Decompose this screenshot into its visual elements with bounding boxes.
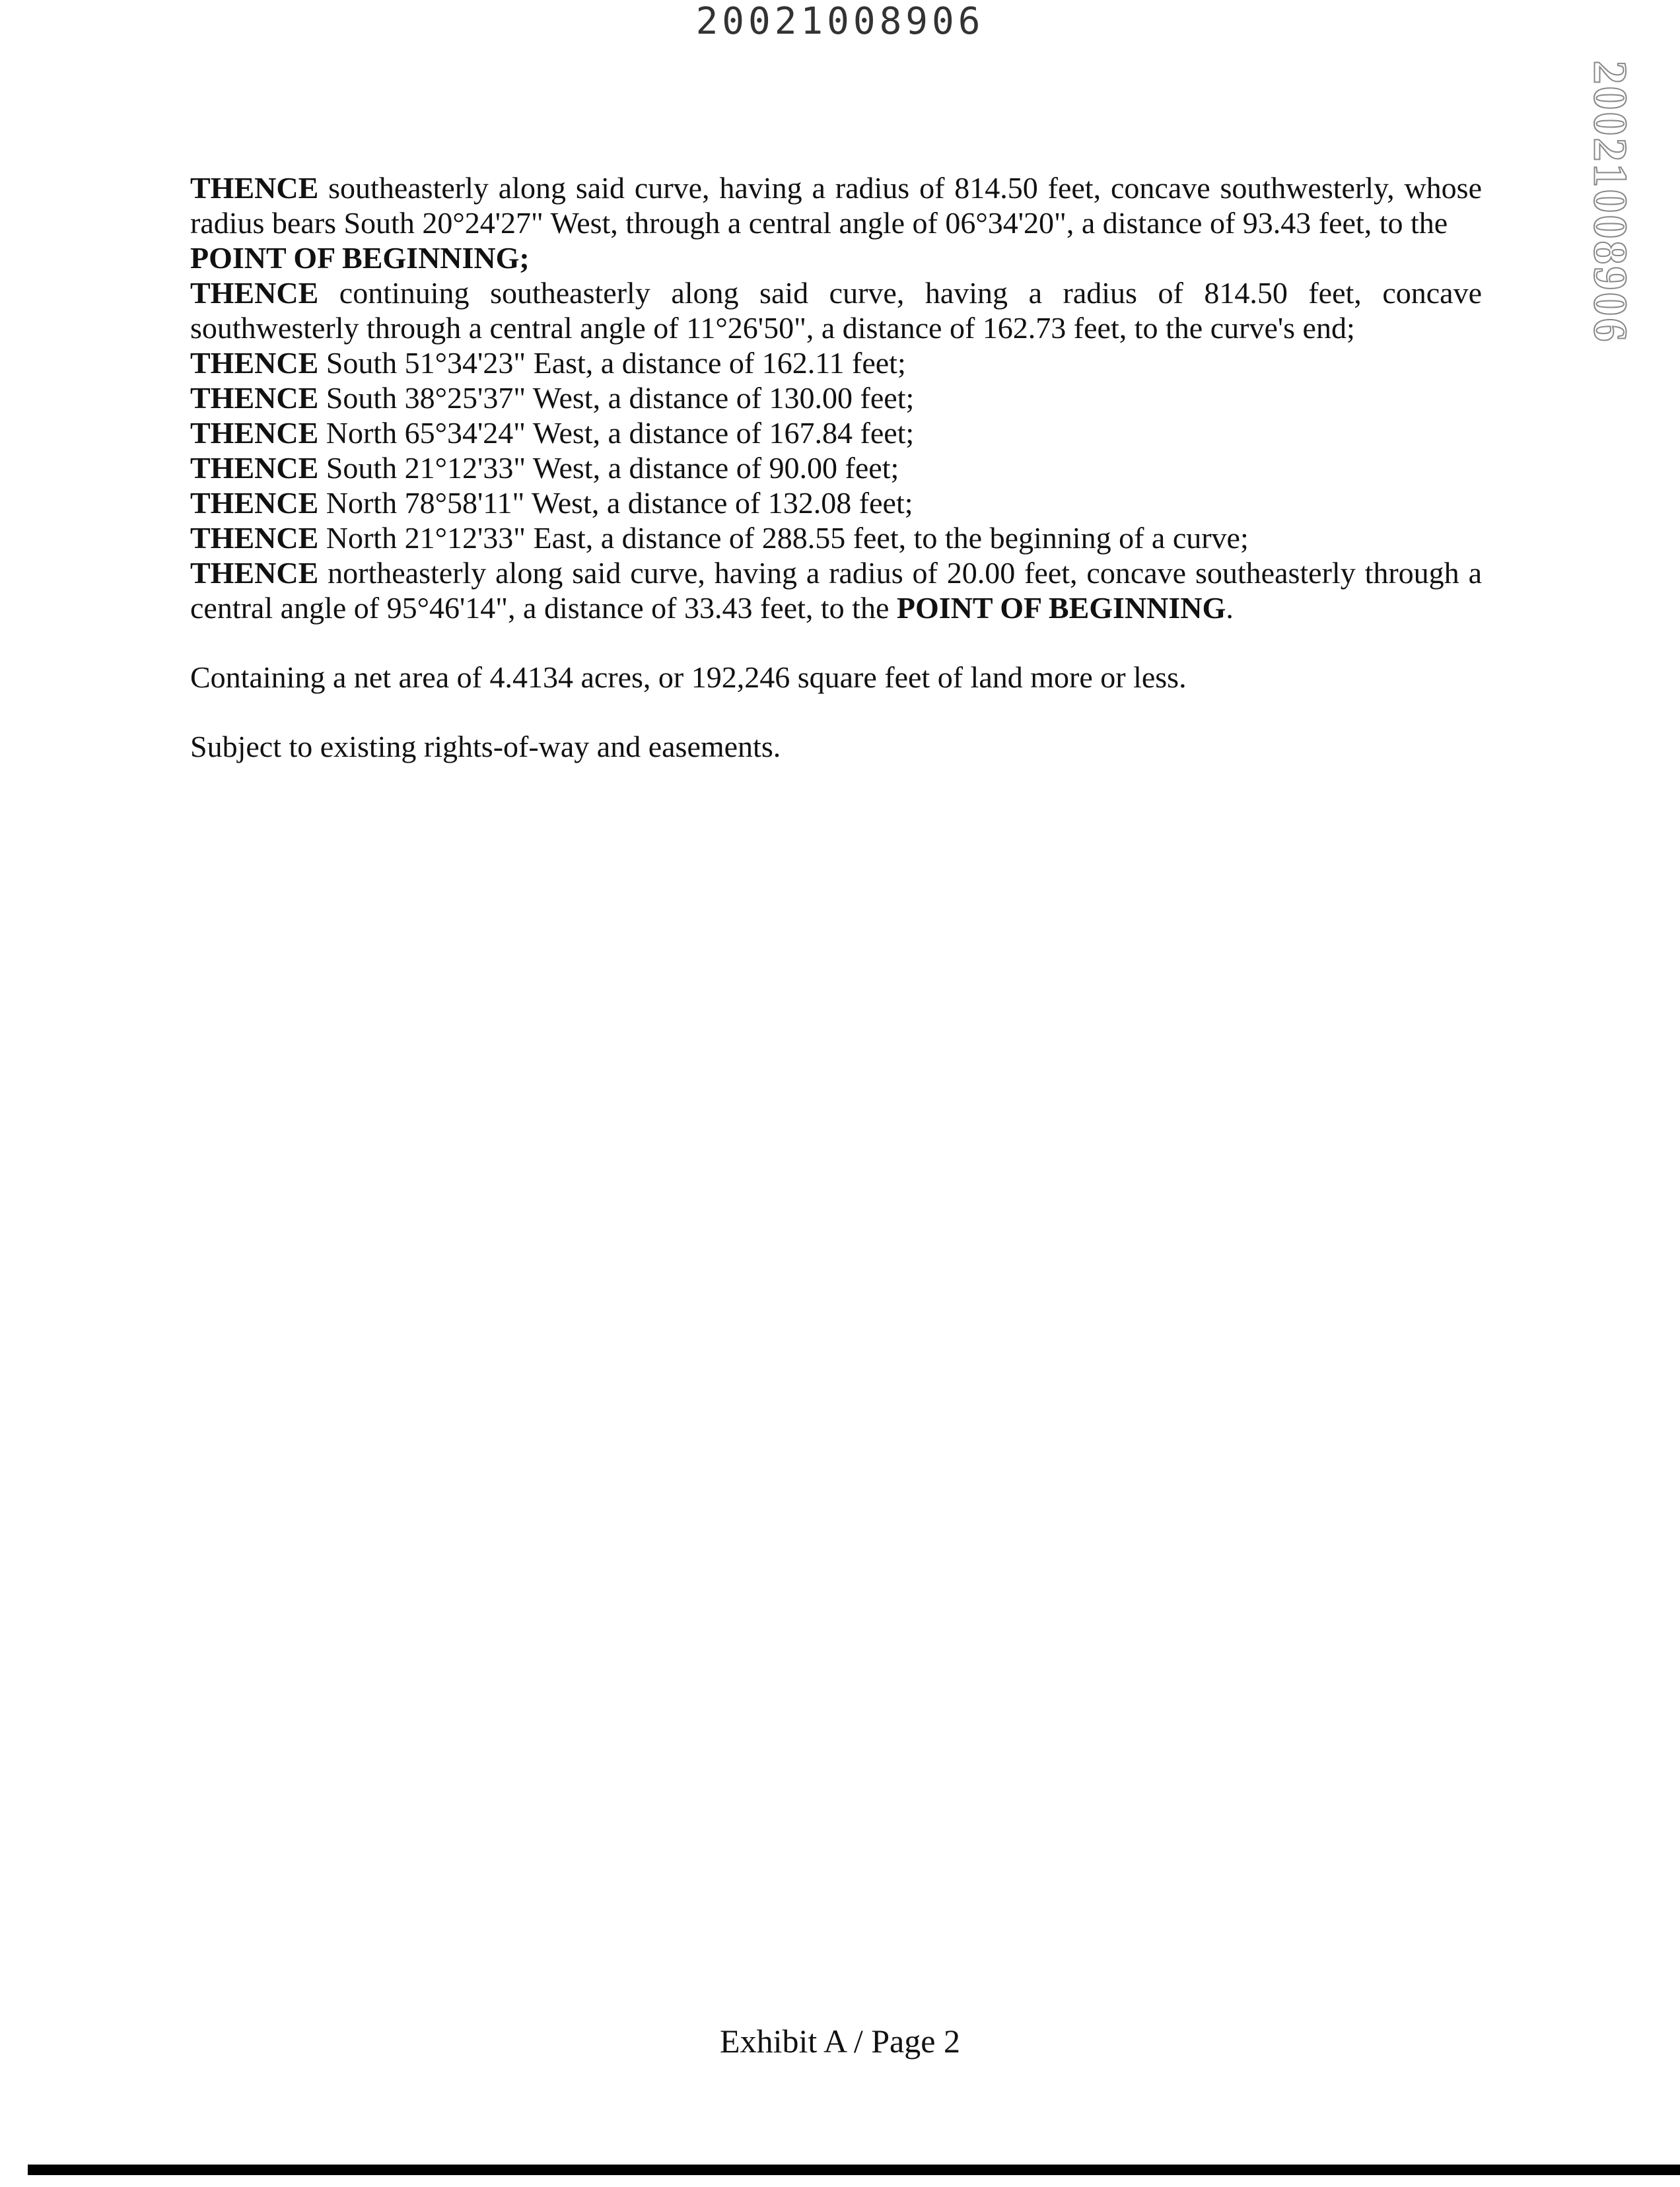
course-keyword: THENCE [190,521,319,555]
course-keyword: THENCE [190,276,319,310]
closing-punctuation: . [1226,591,1234,625]
paragraph-spacer [190,625,1482,660]
course-paragraph [190,555,1482,625]
course-paragraph [190,450,1482,485]
course-keyword: THENCE [190,381,319,415]
course-text: continuing southeasterly along said curve, having a radius of 814.50 feet, concave southwesterly through a central angle of 11°26'50", a distance of 162.73 feet, to the curve's end; [190,276,1482,345]
course-keyword: POINT OF BEGINNING; [190,241,530,275]
course-text: northeasterly along said curve, having a radius of 20.00 feet, concave southeasterly through a central angle of 95°46'14", a distance of 33.43 feet, to the [190,556,1482,625]
course-text: North 78°58'11" West, a distance of 132.08 feet; [318,486,913,520]
point-of-beginning-closing: POINT OF BEGINNING [896,591,1226,625]
course-text: North 65°34'24" West, a distance of 167.84 feet; [318,416,915,450]
course-keyword: THENCE [190,486,319,520]
page-footer-label: Exhibit A / Page 2 [720,2023,960,2060]
course-keyword: THENCE [190,346,319,380]
point-of-beginning-heading [190,240,1482,275]
course-text: southeasterly along said curve, having a radius of 814.50 feet, concave southwesterly, whose radius bears South 20°24'27" West, through a central angle of 06°34'20", a distance of 93.43 feet, to the [190,171,1482,240]
course-paragraph [190,345,1482,380]
paragraph-spacer [190,695,1482,729]
document-number: 20021008906 [695,0,985,43]
course-text: South 51°34'23" East, a distance of 162.11 feet; [318,346,906,380]
area-statement: Containing a net area of 4.4134 acres, or 192,246 square feet of land more or less. [190,660,1187,694]
side-stamp [1570,60,1650,344]
course-keyword: THENCE [190,171,319,205]
course-text: South 21°12'33" West, a distance of 90.00 feet; [318,451,899,485]
legal-description [190,170,1482,764]
side-stamp-text: 20021008906 [1584,60,1637,344]
course-keyword: THENCE [190,416,319,450]
course-keyword: THENCE [190,556,319,590]
course-paragraph [190,170,1482,240]
course-paragraph [190,275,1482,345]
course-paragraph [190,380,1482,415]
course-text: South 38°25'37" West, a distance of 130.00 feet; [318,381,915,415]
course-text: North 21°12'33" East, a distance of 288.55 feet, to the beginning of a curve; [318,521,1249,555]
bottom-rule [28,2165,1680,2175]
subject-statement: Subject to existing rights-of-way and easements. [190,730,781,763]
course-paragraph [190,485,1482,520]
course-keyword: THENCE [190,451,319,485]
course-paragraph [190,415,1482,450]
course-paragraph [190,520,1482,555]
